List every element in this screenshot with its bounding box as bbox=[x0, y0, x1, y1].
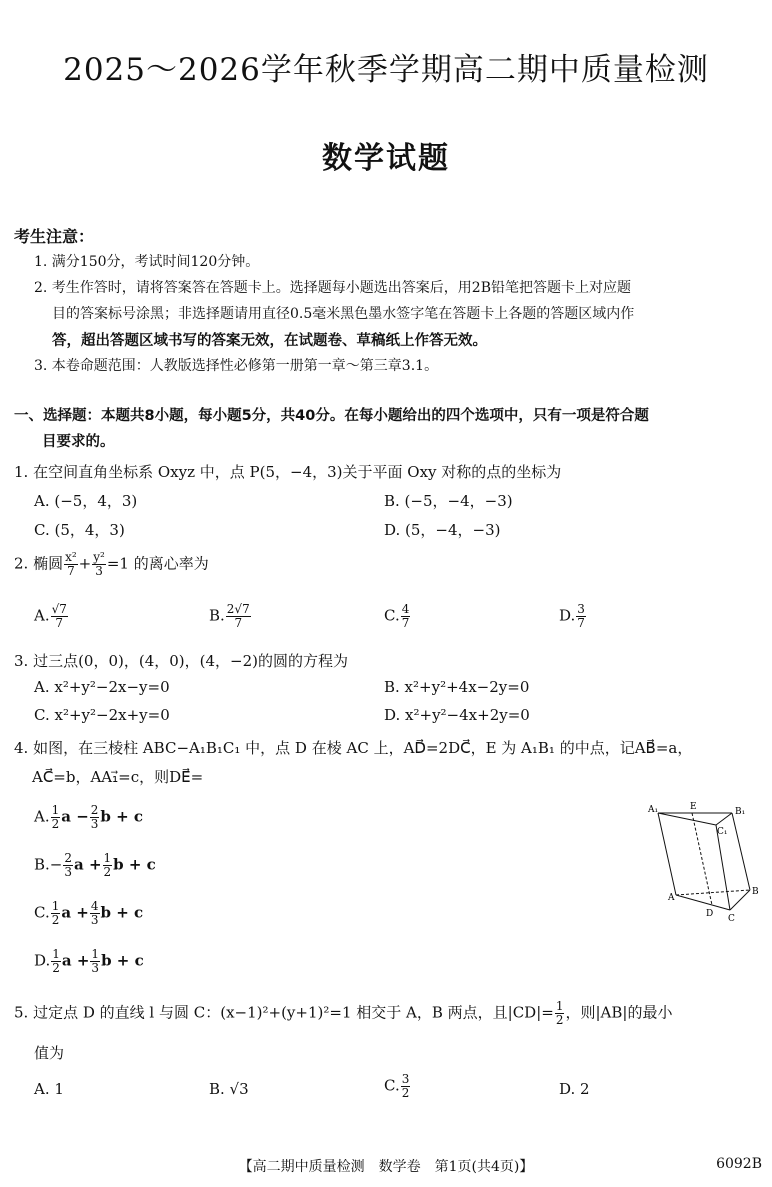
q4-option-b bbox=[34, 852, 156, 879]
section-heading-cont: 目要求的。 bbox=[42, 434, 115, 450]
q5-cd-frac bbox=[555, 1000, 565, 1027]
q2-option-d-num: 3 bbox=[577, 602, 585, 616]
q2-stem-suffix: =1 的离心率为 bbox=[106, 554, 209, 573]
q4-option-c-d2: 3 bbox=[90, 913, 99, 927]
fig-label-a: A bbox=[668, 893, 675, 903]
q1-option-c: C. (5，4，3) bbox=[34, 521, 125, 539]
q3-option-c: C. x²+y²−2x+y=0 bbox=[34, 706, 170, 724]
q3-option-a: A. x²+y²−2x−y=0 bbox=[34, 678, 170, 696]
notice-item-1: 1. 满分150分，考试时间120分钟。 bbox=[34, 254, 260, 270]
q2-option-d-frac bbox=[576, 603, 586, 630]
q2-option-b-frac bbox=[226, 603, 251, 630]
q4-option-b-d1: 3 bbox=[64, 865, 73, 879]
paper-code: 6092B bbox=[716, 1156, 762, 1172]
q5-option-b: B. √3 bbox=[209, 1080, 249, 1098]
q5-option-c-label: C. bbox=[384, 1076, 400, 1095]
q4-option-c-n2: 4 bbox=[90, 899, 99, 913]
q5-stem-line2: 值为 bbox=[34, 1044, 65, 1062]
q3-option-d: D. x²+y²−4x+2y=0 bbox=[384, 706, 530, 724]
q4-option-d-n2: 1 bbox=[91, 947, 100, 961]
q4-option-b-d2: 2 bbox=[103, 865, 112, 879]
exam-subtitle: 数学试题 bbox=[322, 141, 450, 176]
q4-option-b-frac1 bbox=[63, 852, 73, 879]
q4-option-a-frac2 bbox=[90, 804, 100, 831]
q2-option-b-den: 7 bbox=[234, 616, 243, 630]
q4-option-c-post: b + c bbox=[100, 903, 144, 922]
q4-option-c-n1: 1 bbox=[51, 899, 60, 913]
q2-option-b-label: B. bbox=[209, 606, 225, 625]
q4-option-a-label: A. bbox=[34, 807, 50, 826]
q4-option-b-mid: a + bbox=[74, 855, 102, 874]
q4-option-a-frac1 bbox=[51, 804, 61, 831]
q4-stem-line1: 4. 如图，在三棱柱 ABC−A₁B₁C₁ 中，点 D 在棱 AC 上，AD⃗=2DC⃗，E 为 A₁B₁ 的中点，记AB⃗=a， bbox=[14, 739, 693, 757]
fig-label-c: C bbox=[728, 914, 735, 924]
q1-stem: 1. 在空间直角坐标系 Oxyz 中，点 P(5，−4，3)关于平面 Oxy 对称的点的坐标为 bbox=[14, 463, 562, 481]
q2-option-d-den: 7 bbox=[577, 616, 585, 630]
q4-stem-line2: AC⃗=b，AA₁⃗=c，则DE⃗= bbox=[32, 768, 204, 786]
fig-label-b1: B₁ bbox=[735, 807, 746, 817]
q4-option-c bbox=[34, 900, 143, 927]
fig-label-d: D bbox=[706, 909, 714, 919]
q4-option-a bbox=[34, 804, 143, 831]
q2-plus: + bbox=[78, 554, 92, 573]
notice-item-2-end: 答，超出答题区域书写的答案无效，在试题卷、草稿纸上作答无效。 bbox=[52, 333, 487, 349]
notice-item-2: 2. 考生作答时，请将答案答在答题卡上。选择题每小题选出答案后，用2B铅笔把答题卡上对应题 bbox=[34, 280, 632, 296]
q5-option-c-num: 3 bbox=[401, 1072, 410, 1086]
q5-cd-den: 2 bbox=[555, 1013, 564, 1027]
q4-option-a-post: b + c bbox=[100, 807, 144, 826]
q5-option-c-den: 2 bbox=[401, 1086, 410, 1100]
q4-option-d-d2: 3 bbox=[91, 961, 100, 975]
q4-option-b-pre: − bbox=[49, 855, 63, 874]
q4-option-a-d2: 3 bbox=[90, 817, 99, 831]
q4-option-d-n1: 1 bbox=[52, 947, 60, 961]
section-heading: 一、选择题：本题共8小题，每小题5分，共40分。在每小题给出的四个选项中，只有一项是符合题 bbox=[14, 408, 649, 424]
q2-y-fraction bbox=[92, 551, 106, 578]
prism-figure bbox=[640, 798, 765, 926]
q4-option-d-post: b + c bbox=[101, 951, 144, 970]
q4-option-d-d1: 2 bbox=[52, 961, 60, 975]
q2-option-a-label: A. bbox=[34, 606, 50, 625]
q2-option-c bbox=[384, 603, 411, 630]
q1-option-d: D. (5，−4，−3) bbox=[384, 521, 501, 539]
q4-option-a-n2: 2 bbox=[90, 803, 99, 817]
q4-option-b-post: b + c bbox=[113, 855, 156, 874]
q4-option-c-frac2 bbox=[90, 900, 100, 927]
q5-cd-num: 1 bbox=[555, 999, 564, 1013]
q5-option-d: D. 2 bbox=[559, 1080, 590, 1098]
q2-option-c-label: C. bbox=[384, 606, 400, 625]
q4-option-c-mid: a + bbox=[61, 903, 89, 922]
q2-option-a-den: 7 bbox=[55, 616, 64, 630]
q5-stem-b: ，则|AB|的最小 bbox=[565, 1003, 673, 1022]
notice-heading: 考生注意： bbox=[14, 227, 95, 246]
q3-stem: 3. 过三点(0，0)，(4，0)，(4，−2)的圆的方程为 bbox=[14, 652, 349, 670]
q2-x-den: 7 bbox=[67, 564, 75, 578]
q2-option-d-label: D. bbox=[559, 606, 576, 625]
q4-option-d bbox=[34, 948, 144, 975]
q2-y-num: y² bbox=[93, 550, 105, 564]
q2-option-a-num: √7 bbox=[51, 602, 67, 616]
fig-label-b: B bbox=[752, 887, 759, 897]
fig-label-e: E bbox=[690, 802, 697, 812]
q5-stem-line1 bbox=[14, 1000, 672, 1027]
q5-option-c-frac bbox=[401, 1073, 411, 1100]
q1-option-b: B. (−5，−4，−3) bbox=[384, 492, 513, 510]
q4-option-b-n1: 2 bbox=[64, 851, 73, 865]
q4-option-b-frac2 bbox=[103, 852, 113, 879]
q4-option-d-mid: a + bbox=[61, 951, 90, 970]
q2-option-a bbox=[34, 603, 69, 630]
q4-option-c-label: C. bbox=[34, 903, 50, 922]
q5-option-a: A. 1 bbox=[34, 1080, 64, 1098]
q2-stem-prefix: 2. 椭圆 bbox=[14, 554, 64, 573]
notice-item-3: 3. 本卷命题范围：人教版选择性必修第一册第一章～第三章3.1。 bbox=[34, 358, 439, 374]
q4-option-a-mid: a − bbox=[61, 807, 89, 826]
q5-stem-a: 5. 过定点 D 的直线 l 与圆 C：(x−1)²+(y+1)²=1 相交于 A，B 两点，且|CD|= bbox=[14, 1003, 554, 1022]
q4-option-a-d1: 2 bbox=[51, 817, 60, 831]
q2-option-b-num: 2√7 bbox=[226, 602, 250, 616]
q2-stem bbox=[14, 551, 209, 578]
q4-option-c-frac1 bbox=[51, 900, 61, 927]
q2-option-a-frac bbox=[51, 603, 68, 630]
fig-label-c1: C₁ bbox=[717, 827, 728, 837]
q4-option-d-frac2 bbox=[90, 948, 100, 975]
q2-x-fraction bbox=[64, 551, 78, 578]
q2-option-b bbox=[209, 603, 252, 630]
q2-option-c-num: 4 bbox=[401, 602, 410, 616]
q4-option-d-frac1 bbox=[51, 948, 61, 975]
q2-option-d bbox=[559, 603, 587, 630]
notice-item-2-cont: 目的答案标号涂黑；非选择题请用直径0.5毫米黑色墨水签字笔在答题卡上各题的答题区域内作 bbox=[52, 306, 635, 322]
exam-title: 2025～2026学年秋季学期高二期中质量检测 bbox=[63, 52, 709, 88]
q4-option-d-label: D. bbox=[34, 951, 51, 970]
q4-option-b-label: B. bbox=[34, 855, 50, 874]
q4-option-b-n2: 1 bbox=[103, 851, 112, 865]
q2-option-c-den: 7 bbox=[401, 616, 410, 630]
q2-y-den: 3 bbox=[95, 564, 103, 578]
q2-option-c-frac bbox=[401, 603, 411, 630]
page-footer: 【高二期中质量检测 数学卷 第1页(共4页)】 bbox=[238, 1159, 534, 1175]
q4-option-a-n1: 1 bbox=[51, 803, 60, 817]
q3-option-b: B. x²+y²+4x−2y=0 bbox=[384, 678, 530, 696]
fig-label-a1: A₁ bbox=[648, 805, 659, 815]
q1-option-a: A. (−5，4，3) bbox=[34, 492, 138, 510]
q5-option-c bbox=[384, 1073, 411, 1100]
q4-option-c-d1: 2 bbox=[51, 913, 60, 927]
q2-x-num: x² bbox=[65, 550, 77, 564]
